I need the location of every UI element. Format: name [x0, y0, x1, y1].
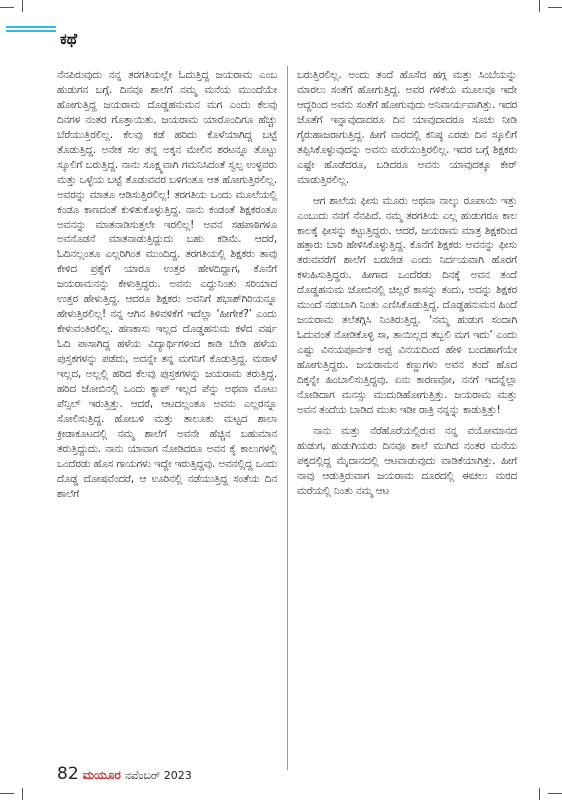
- column-divider: [287, 66, 288, 770]
- crop-mark: [548, 793, 562, 794]
- crop-mark: [22, 788, 23, 800]
- paragraph: ಆಗ ಶಾಲೆಯ ಫೀಸು ಮೂರು ಅಥವಾ ನಾಲ್ಕು ರೂಪಾಯಿ ಇತ್ತು ಎಂಬುದು ನನಗೆ ನೆನಪಿದೆ. ನಮ್ಮ ತರಗತಿಯ ಎಲ್ಲ ಹುಡುಗರೂ ಕಾಲ ಕಾಲಕ್ಕೆ ಫೀಸನ್ನು ಕಟ್ಟುತ್ತಿದ್ದರು. ಆದರೆ, ಜಯರಾಮ ಮಾತ್ರ ಶಿಕ್ಷಕರಿಂದ ಹತ್ತಾರು ಬಾರಿ ಹೇಳಿಸಿಕೊಳ್ಳುತ್ತಿದ್ದ. ಕೊನೆಗೆ ಶಿಕ್ಷಕರು ಅವನನ್ನು ಫೀಸು ತರುವವರೆಗೆ ಶಾಲೆಗೆ ಬರಬೇಡ ಎಂದು ನಿರ್ದಯವಾಗಿ ಹೊರಗೆ ಕಳುಹಿಸುತ್ತಿದ್ದರು. ಹೀಗಾದ ಒಂದೆರಡು ದಿನಕ್ಕೆ ಅವನ ತಂದೆ ದೊಡ್ಡಹನುಮ ಜೋಬಿನಲ್ಲಿ ಚಿಲ್ಲರೆ ಕಾಸನ್ನು ತಂದು, ಅದನ್ನು ಶಿಕ್ಷಕರ ಮುಂದೆ ನಡುಬಾಗಿ ನಿಂತು ಎಣಿಸಿಕೊಡುತ್ತಿದ್ದ. ದೊಡ್ಡಹನುಮನ ಹಿಂದೆ ಜಯರಾಮ ತಲೆತಗ್ಗಿಸಿ ನಿಂತಿರುತ್ತಿದ್ದ. ‘ನಮ್ಮ ಹುಡುಗ ಸಂದಾಗಿ ಓದುವಂತೆ ನೋಡಿಕೊಳ್ಳಿ ಸಾ, ತಾಯಿಲ್ಲದ ತಬ್ಬಲಿ ಮಗ ಇದು’ ಎಂದು ಎಷ್ಟು ವಿನಯಪೂರ್ವಕ ಅಪ್ಪ ವಿನಯದಿಂದ ಹೇಳಿ ಬಂದಹಾಗೆಯೇ ಹೋಗುತ್ತಿದ್ದರು. ಜಯರಾಮನ ಕಣ್ಣುಗಳು ಅವನ ತಂದೆ ಹೊದ ದಿಕ್ಕನ್ನೇ ಹಿಂಬಾಲಿಸುತ್ತಿದ್ದವು. ಏನು ಕಾರಣವೋ, ನನಗೆ ಇದನ್ನೆಲ್ಲಾ ನೋಡಿದಾಗ ಮನಸ್ಸು ಮುದುಡಿಹೋಗುತ್ತಿತ್ತು. ಜಯರಾಮ ಮತ್ತು ಅವನ ತಂದೆಯ ಬಾಡಿದ ಮುಖ ಇಡೀ ರಾತ್ರಿ ನನ್ನನ್ನು ಕಾಡುತ್ತಿತ್ತು!: [297, 194, 517, 416]
- crop-mark: [22, 0, 23, 12]
- magazine-name: ಮಯೂರ: [82, 768, 121, 782]
- crop-mark: [539, 0, 540, 12]
- crop-mark: [548, 7, 562, 8]
- paragraph: ನೆನಪಿರುವುದು ನನ್ನ ತರಗತಿಯಲ್ಲೇ ಓದುತ್ತಿದ್ದ ಜಯರಾಮ ಎಂಬ ಹುಡುಗನ ಬಗ್ಗೆ. ದಿನವೂ ಶಾಲೆಗೆ ನಮ್ಮ ಮನೆಯ ಮುಂದೆಯೇ ಹೋಗುತ್ತಿದ್ದ ಜಯರಾಮ ದೊಡ್ಡಹನುಮನ ಮಗ ಎಂದು ಕೆಲವು ದಿನಗಳ ನಂತರ ಗೊತ್ತಾಯಿತು. ಜಯರಾಮ ಯಾರೊಂದಿಗೂ ಹೆಚ್ಚು ಬೆರೆಯುತ್ತಿರಲಿಲ್ಲ. ಕೆಲವು ಕಡೆ ಹರಿದು ಕೊಳೆಯಾಗಿದ್ದ ಬಟ್ಟೆ ತೊಡುತ್ತಿದ್ದ. ಅನೇಕ ಸಲ ತನ್ನ ಅಕ್ಕನ ಮೇಲಿನ ಶರಟನ್ನೂ ತೊಟ್ಟು ಸ್ಕೂಲಿಗೆ ಬರುತ್ತಿದ್ದ. ನಾನು ಸೂಕ್ಷ್ಮವಾಗಿ ಗಮನಿಸಿದಂತೆ ಸ್ವಲ್ಪ ಉಳ್ಳವರು ಮತ್ತು ಒಳ್ಳೆಯ ಬಟ್ಟೆ ತೊಡುವವರ ಬಳಿಗಂತೂ ಆತ ಹೋಗುತ್ತಿರಲಿಲ್ಲ. ಅವರನ್ನು ಮಾತೂ ಆಡಿಸುತ್ತಿರಲಿಲ್ಲ! ತರಗತಿಯ ಒಂದು ಮೂಲೆಯಲ್ಲಿ ಕಂಡೂ ಕಾಣದಂತೆ ಕುಳಿತುಕೊಳ್ಳುತ್ತಿದ್ದ. ನಾನು ಕಂಡಂತೆ ಶಿಕ್ಷಕರಂತೂ ಅವನನ್ನು ಮಾತನಾಡಿಸುತ್ತಲೇ ಇರಲಿಲ್ಲ! ಅವನ ಸಹಪಾಠಿಗಳೂ ಅವನೊಡನೆ ಮಾತನಾಡುತ್ತಿದ್ದುದು ಬಹು ಕಡಿಮೆ. ಆದರೆ, ಓದಿನಲ್ಲಂತೂ ಎಲ್ಲರಿಗಿಂತ ಮುಂದಿದ್ದ. ತರಗತಿಯಲ್ಲಿ ಶಿಕ್ಷಕರು ತಾವು ಕೇಳಿದ ಪ್ರಶ್ನೆಗೆ ಯಾರೂ ಉತ್ತರ ಹೇಳದಿದ್ದಾಗ, ಕೊನೆಗೆ ಜಯರಾಮನನ್ನು ಕೇಳುತ್ತಿದ್ದರು. ಅವನು ಎದ್ದುನಿಂತು ಸರಿಯಾದ ಉತ್ತರ ಹೇಳುತ್ತಿದ್ದ. ಆದರೂ ಶಿಕ್ಷಕರು ಅವನಿಗೆ ಶಭಾಶ್‌ಗಿರಿಯನ್ನೂ ಹೇಳುತ್ತಿರಲಿಲ್ಲ! ನನ್ನ ಆಗಿನ ತಿಳಿವಳಿಕೆಗೆ ಇದೆಲ್ಲಾ ‘ಹೀಗೇಕೆ?’ ಎಂದು ಕೇಳುವಂತಿರಲಿಲ್ಲ. ಹಣಕಾಸು ಇಲ್ಲದ ದೊಡ್ಡಹನುಮ ಕಳೆದ ವರ್ಷ ಓದಿ ಪಾಸಾಗಿದ್ದ ಹಳೆಯ ವಿದ್ಯಾರ್ಥಿಗಳಿಂದ ಕಾಡಿ ಬೇಡಿ ಹಳೆಯ ಪುಸ್ತಕಗಳನ್ನು ಪಡೆದು, ಅದನ್ನೇ ತನ್ನ ಮಗನಿಗೆ ಕೊಡುತ್ತಿದ್ದ. ಮರಾಳೆ ಇಲ್ಲದ, ಅಲ್ಲಲ್ಲಿ ಹರಿದ ಕೆಲವು ಪುಸ್ತಕಗಳನ್ನು ಜಯರಾಮ ತರುತ್ತಿದ್ದ. ಹರಿದ ಜೋಬಿನಲ್ಲಿ ಒಂದು ಕ್ಯಾಪ್ ಇಲ್ಲದ ಪೆನ್ನು ಅಥವಾ ಮೊಟು ಪೆನ್ಸಿಲ್ ಇರುತ್ತಿತ್ತು. ಆದರೆ, ಆಟದಲ್ಲಂತೂ ಅವನು ಎಲ್ಲರನ್ನೂ ಸೋಲಿಸುತ್ತಿದ್ದ. ಹೋಬಳಿ ಮತ್ತು ತಾಲೂಕು ಮಟ್ಟದ ಶಾಲಾ ಕ್ರೀಡಾಕೂಟದಲ್ಲಿ ನಮ್ಮ ಶಾಲೆಗೆ ಅವನೇ ಹೆಚ್ಚಿನ ಬಹುಮಾನ ತರುತ್ತಿದ್ದುದು. ನಾನು ಯಾವಾಗ ನೋಡಿದರೂ ಅವನ ಕೈ ಕಾಲುಗಳಲ್ಲಿ ಒಂದೆರಡು ಹೊಸ ಗಾಯಗಳು ಇದ್ದೇ ಇರುತ್ತಿದ್ದವು. ಅವನಲ್ಲಿದ್ದ ಒಂದು ದೊಡ್ಡ ದೋಷವೆಂದರೆ, ಆ ಊರಿನಲ್ಲಿ ನಡೆಯುತ್ತಿದ್ದ ಸಂತೆಯ ದಿನ ಶಾಲೆಗೆ: [57, 69, 277, 500]
- page-number: 82: [57, 764, 79, 784]
- paragraph: ನಾನು ಮತ್ತು ನೆರೆಹೊರೆಯಲ್ಲಿರುವ ನನ್ನ ವಯೋಮಾನದ ಹುಡುಗ, ಹುಡುಗಿಯರು ದಿನವೂ ಶಾಲೆ ಮುಗಿದ ನಂತರ ಮನೆಯ ಪಕ್ಕದಲ್ಲಿದ್ದ ಮೈದಾನದಲ್ಲಿ ಆಟವಾಡುವುದು ವಾಡಿಕೆಯಾಗಿತ್ತು. ಹೀಗೆ ನಾವು ಆಡುತ್ತಿರುವಾಗ ಜಯರಾಮ ದೂರದಲ್ಲಿ ಈಚಲು ಮರದ ಮರೆಯಲ್ಲಿ ನಿಂತು ನಮ್ಮ ಆಟ: [297, 424, 517, 497]
- paragraph: ಬರುತ್ತಿರಲಿಲ್ಲ. ಅಂದು ತಂದೆ ಹೊಸೆದ ಹಗ್ಗ ಮತ್ತು ಸಿಂಬೆಯನ್ನು ಮಾರಲು ಸಂತೆಗೆ ಹೋಗುತ್ತಿದ್ದ. ಅವರ ಗಳಿಕೆಯ ಮೂಲವೂ ಇದೇ ಆದ್ದರಿಂದ ಅವನು ಸಂತೆಗೆ ಹೋಗುವುದು ಅನಿವಾರ್ಯವಾಗಿತ್ತು. ಇದರ ಜೊತೆಗೆ ಇನ್ನಾವುದಾದರೂ ದಿನ ಯಾವುದಾದರೂ ಸೂಚು ನೀಡಿ ಗೈರುಹಾಜರಾಗುತ್ತಿದ್ದ. ಹೀಗೆ ವಾರದಲ್ಲಿ ಕನಿಷ್ಠ ಎರಡು ದಿನ ಸ್ಕೂಲಿಗೆ ತಪ್ಪಿಸಿಕೊಳ್ಳುವುದನ್ನು ಅವನು ಮರೆಯುತ್ತಿರಲಿಲ್ಲ. ಇದರ ಬಗ್ಗೆ ಶಿಕ್ಷಕರು ಎಷ್ಟೇ ಹೊಡೆದರೂ, ಬಡಿದರೂ ಅವನು ಯಾವುದಕ್ಕೂ ಕೇರ್ ಮಾಡುತ್ತಿರಲಿಲ್ಲ.: [297, 69, 517, 186]
- crop-mark: [0, 793, 14, 794]
- issue-date: ನವೆಂಬರ್ 2023: [124, 769, 192, 782]
- crop-mark: [0, 7, 14, 8]
- section-accent-lines: [6, 26, 56, 34]
- text-column-left: [57, 68, 277, 502]
- text-column-right: [297, 68, 517, 499]
- crop-mark: [539, 788, 540, 800]
- page-footer: [57, 764, 192, 784]
- section-title: ಕಥೆ: [60, 30, 78, 48]
